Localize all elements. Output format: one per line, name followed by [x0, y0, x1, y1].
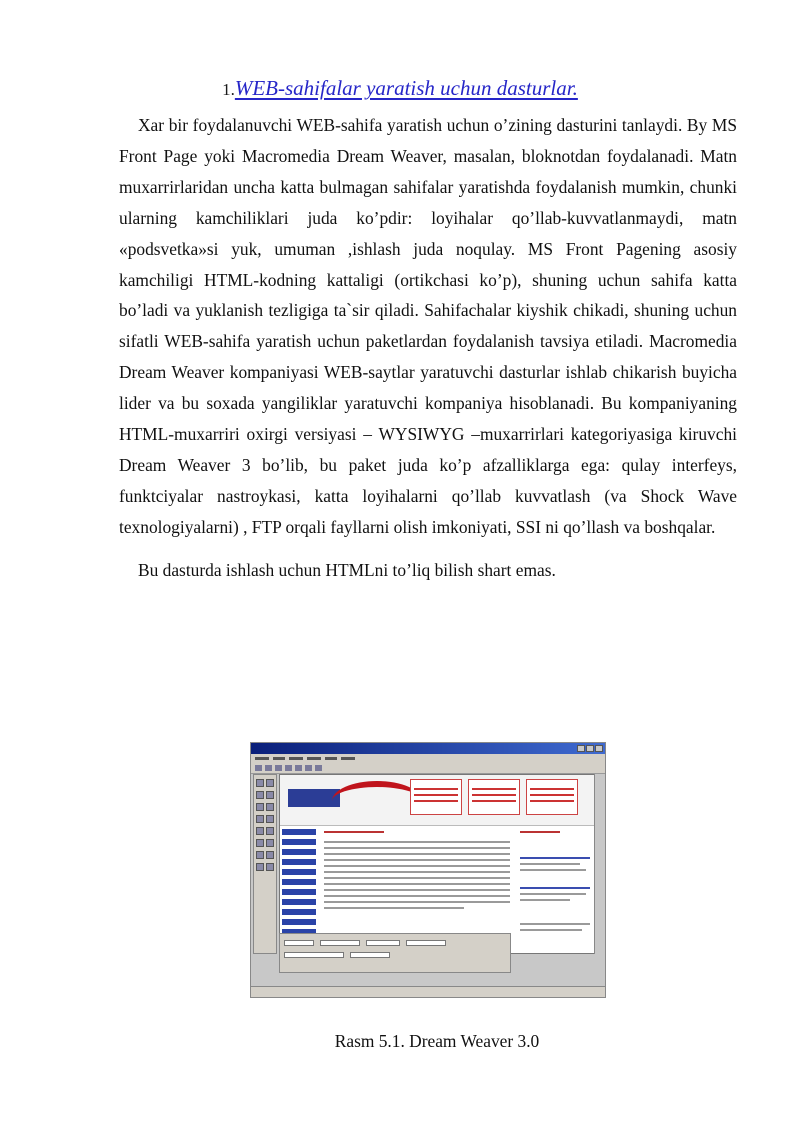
paragraph: Xar bir foydalanuvchi WEB-sahifa yaratish uchun o’zining dasturini tanlaydi. By MS Front Page yoki Macromedia Dream Weaver, masalan, bloknotdan foydalanadi. Matn muxarrirlaridan uncha katta bulmagan sahifalar yaratishda foydalanish mumkin, chunki ularning kamchiliklari juda ko’pdir: loyihalar qo’llab-kuvvatlanmaydi, matn «podsvetka»si yuk, umuman ,ishlash juda noqulay. MS Front Pagening asosiy kamchiligi HTML-kodning kattaligi (ortikchasi ko’p), shuning uchun sahifa katta bo’ladi va yuklanish tezligiga ta`sir qiladi. Sahifachalar kiyshik chikadi, shuning uchun sifatli WEB-sahifa yaratish uchun paketlardan foydalanish tavsiya etiladi. Macromedia Dream Weaver kompaniyasi WEB-saytlar yaratuvchi dasturlar ishlab chikarish buyicha lider va bu soxada yangiliklar yaratuvchi kompaniya hisoblanadi. Bu kompaniyaning HTML-muxarriri oxirgi versiyasi – WYSIWYG –muxarrirlari kategoriyasiga kiruvchi Dream Weaver 3 bo’lib, bu paket juda ko’p afzalliklarga ega: qulay interfeys, funktciyalar nastroykasi, katta loyihalarni qo’llab kuvvatlash (va Shock Wave texnologiyalarni) , FTP orqali fayllarni olish imkoniyati, SSI ni qo’llash va boshqalar. — [119, 115, 737, 537]
window-titlebar — [251, 743, 605, 754]
section-heading — [0, 74, 800, 104]
figure-caption: Rasm 5.1. Dream Weaver 3.0 — [334, 1031, 540, 1051]
site-banner — [280, 775, 598, 826]
site-main-column — [324, 829, 514, 949]
objects-palette — [253, 774, 277, 954]
window-statusbar — [251, 986, 605, 997]
site-right-column — [520, 829, 596, 949]
paragraph: Bu dasturda ishlash uchun HTMLni to’liq bilish shart emas. — [138, 559, 556, 580]
window-toolbar — [251, 763, 605, 774]
document-window — [279, 774, 599, 954]
dreamweaver-screenshot — [250, 742, 606, 998]
section-number: 1. — [222, 80, 235, 99]
section-title: WEB-sahifalar yaratish uchun dasturlar. — [234, 76, 578, 100]
vertical-scrollbar — [594, 774, 603, 954]
body-text — [119, 110, 737, 586]
site-left-nav — [282, 827, 318, 947]
properties-panel — [279, 933, 511, 973]
